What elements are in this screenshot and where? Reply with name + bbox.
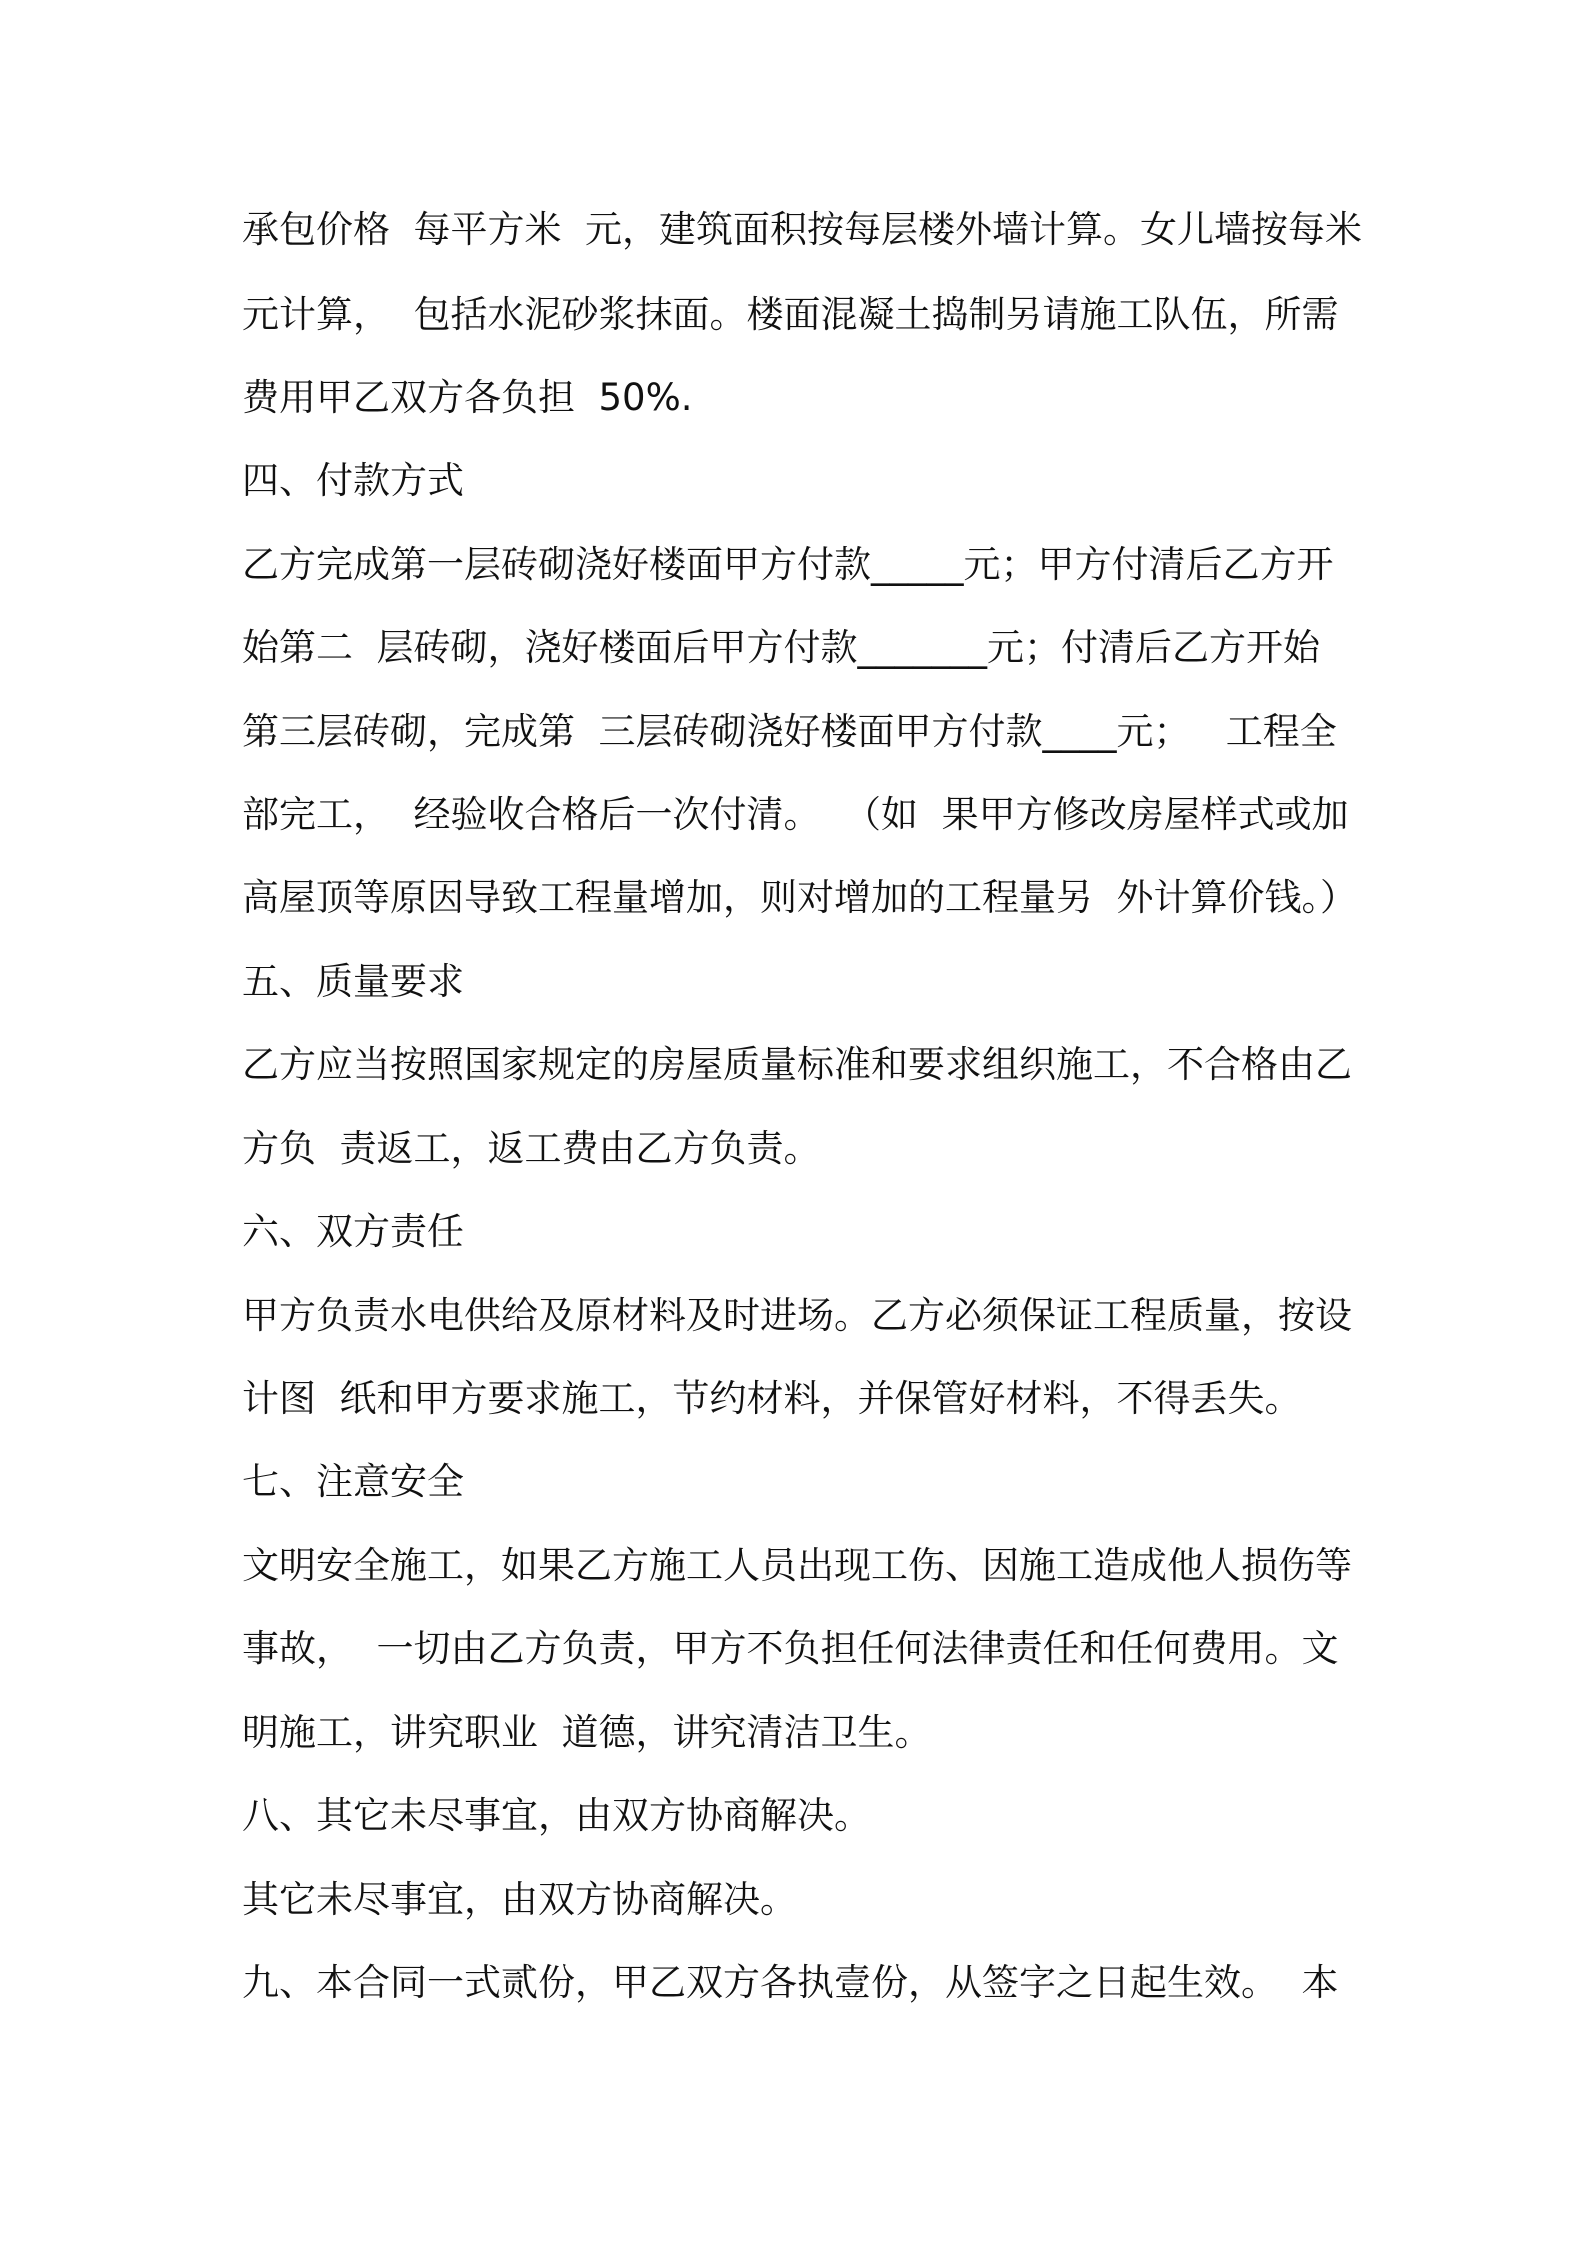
- section-heading-other: 八、其它未尽事宜，由双方协商解决。: [242, 1794, 871, 1837]
- text-line: 承包价格 每平方米 元，建筑面积按每层楼外墙计算。女儿墙按每米: [242, 208, 1362, 251]
- text-line: 方负 责返工，返工费由乙方负责。: [242, 1127, 821, 1170]
- text-line: 第三层砖砌，完成第 三层砖砌浇好楼面甲方付款____元； 工程全: [242, 710, 1337, 753]
- text-line: 乙方应当按照国家规定的房屋质量标准和要求组织施工，不合格由乙: [242, 1043, 1352, 1086]
- text-line: 始第二 层砖砌，浇好楼面后甲方付款_______元；付清后乙方开始: [242, 626, 1321, 669]
- text-line: 其它未尽事宜，由双方协商解决。: [242, 1878, 797, 1921]
- text-line: 甲方负责水电供给及原材料及时进场。乙方必须保证工程质量，按设: [242, 1294, 1352, 1337]
- text-line: 元计算， 包括水泥砂浆抹面。楼面混凝土捣制另请施工队伍，所需: [242, 293, 1339, 336]
- text-line: 部完工， 经验收合格后一次付清。 （如 果甲方修改房屋样式或加: [242, 793, 1349, 836]
- text-line: 计图 纸和甲方要求施工，节约材料，并保管好材料，不得丢失。: [242, 1377, 1302, 1420]
- section-heading-responsibility: 六、双方责任: [242, 1210, 464, 1253]
- text-line: 明施工，讲究职业 道德，讲究清洁卫生。: [242, 1711, 932, 1754]
- section-heading-copies: 九、本合同一式贰份，甲乙双方各执壹份，从签字之日起生效。 本: [242, 1961, 1339, 2004]
- text-line: 高屋顶等原因导致工程量增加，则对增加的工程量另 外计算价钱。）: [242, 876, 1358, 919]
- text-line: 费用甲乙双方各负担 50%.: [242, 376, 693, 419]
- text-line: 事故， 一切由乙方负责，甲方不负担任何法律责任和任何费用。文: [242, 1627, 1339, 1670]
- section-heading-quality: 五、质量要求: [242, 960, 464, 1003]
- section-heading-payment: 四、付款方式: [242, 459, 464, 502]
- text-line: 乙方完成第一层砖砌浇好楼面甲方付款_____元；甲方付清后乙方开: [242, 543, 1334, 586]
- text-line: 文明安全施工，如果乙方施工人员出现工伤、因施工造成他人损伤等: [242, 1544, 1352, 1587]
- section-heading-safety: 七、注意安全: [242, 1460, 464, 1503]
